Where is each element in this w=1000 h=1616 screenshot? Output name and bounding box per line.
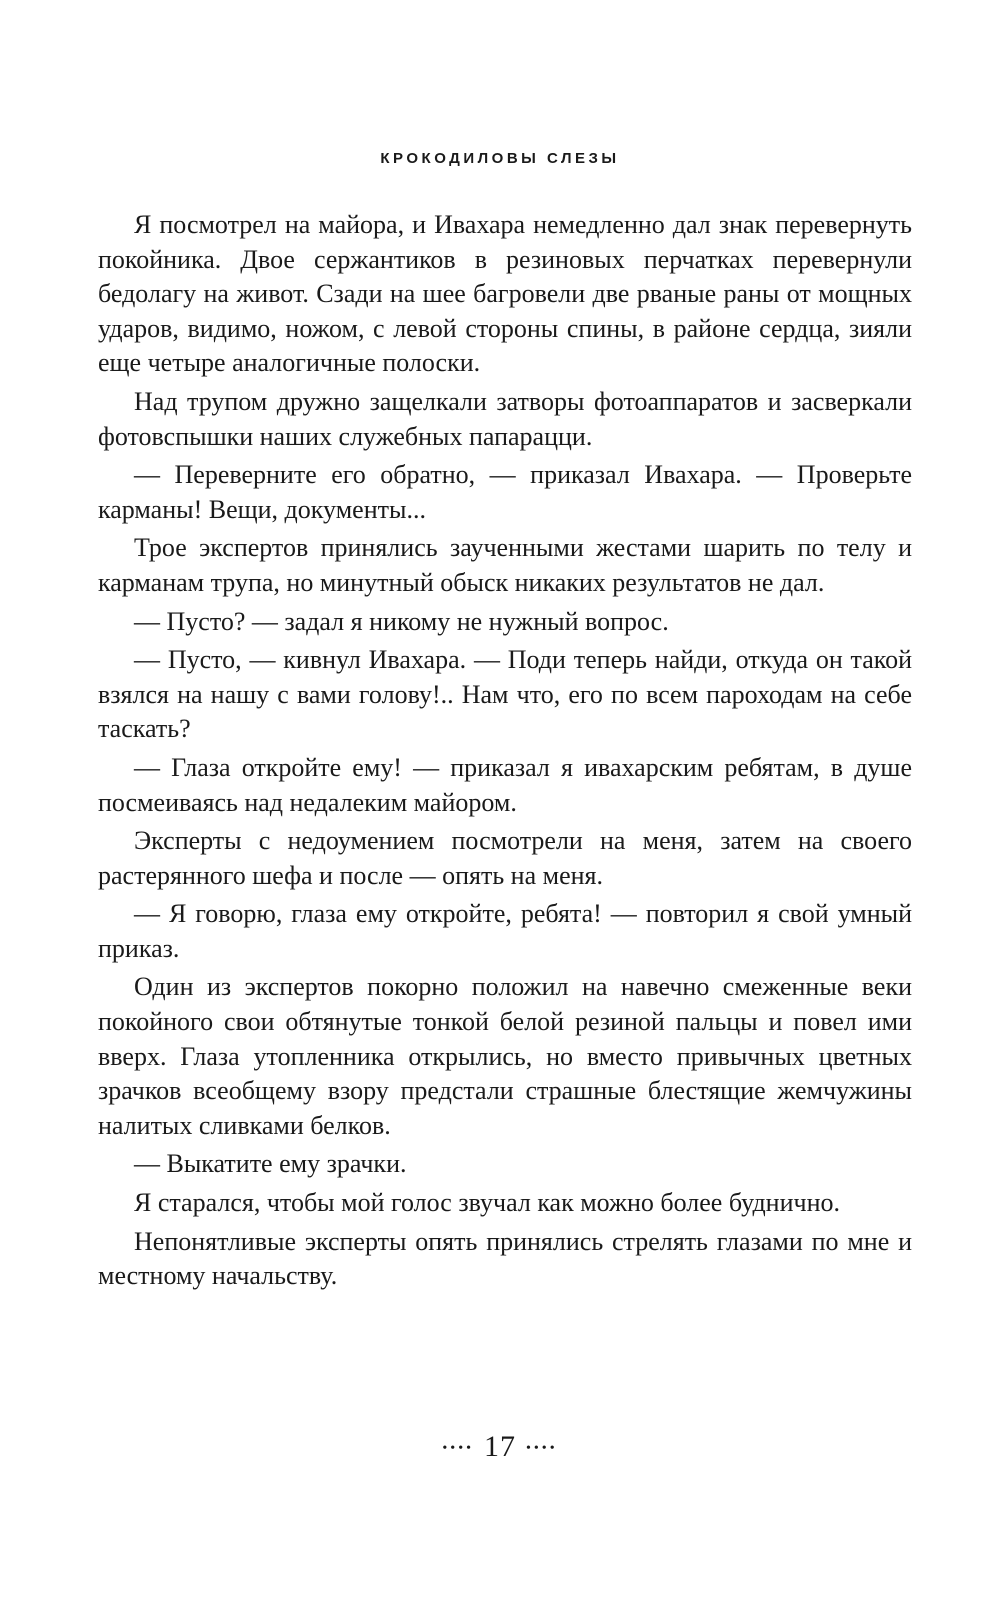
- paragraph: Я посмотрел на майора, и Ивахара немедленно дал знак перевернуть покойника. Двое сержантиков в резиновых перчатках перевернули бедолагу на живот. Сзади на шее багровели две рваные раны от мощных ударов, видимо, ножом, с левой стороны спины, в районе сердца, зияли еще четыре аналогичные полоски.: [98, 210, 912, 378]
- paragraph: — Пусто, — кивнул Ивахара. — Поди теперь найди, откуда он такой взялся на нашу с вами голову!.. Нам что, его по всем пароходам на себе таскать?: [98, 645, 912, 744]
- paragraph: Над трупом дружно защелкали затворы фотоаппаратов и засверкали фотовспышки наших служебных папарацци.: [98, 386, 912, 451]
- paragraph: Один из экспертов покорно положил на навечно смеженные веки покойного свои обтянутые тонкой белой резиной пальцы и повел ими вверх. Глаза утопленника открылись, но вместо привычных цветных зрачков всеобщему взору предстали страшные блестящие жемчужины налитых сливками белков.: [98, 972, 912, 1140]
- running-header: КРОКОДИЛОВЫ СЛЕЗЫ: [380, 150, 620, 167]
- paragraph: — Переверните его обратно, — приказал Ивахара. — Проверьте карманы! Вещи, документы...: [98, 460, 912, 524]
- body-text: [98, 208, 912, 1298]
- paragraph: Я старался, чтобы мой голос звучал как можно более буднично.: [134, 1188, 840, 1218]
- paragraph: — Выкатите ему зрачки.: [134, 1149, 407, 1179]
- ornament-right: ••••: [526, 1441, 558, 1457]
- paragraph: — Пусто? — задал я никому не нужный вопрос.: [134, 606, 669, 636]
- paragraph: — Глаза откройте ему! — приказал я ивахарским ребятам, в душе посмеиваясь над недалеким майором.: [98, 752, 912, 817]
- paragraph: Трое экспертов принялись заученными жестами шарить по телу и карманам трупа, но минутный обыск никаких результатов не дал.: [98, 533, 912, 597]
- page-footer: [0, 1430, 1000, 1464]
- ornament-left: ••••: [442, 1441, 474, 1457]
- page-number: 17: [484, 1430, 516, 1463]
- paragraph: Эксперты с недоумением посмотрели на меня, затем на своего растерянного шефа и после — опять на меня.: [98, 826, 912, 890]
- paragraph: — Я говорю, глаза ему откройте, ребята! — повторил я свой умный приказ.: [98, 899, 912, 963]
- paragraph: Непонятливые эксперты опять принялись стрелять глазами по мне и местному начальству.: [98, 1226, 912, 1291]
